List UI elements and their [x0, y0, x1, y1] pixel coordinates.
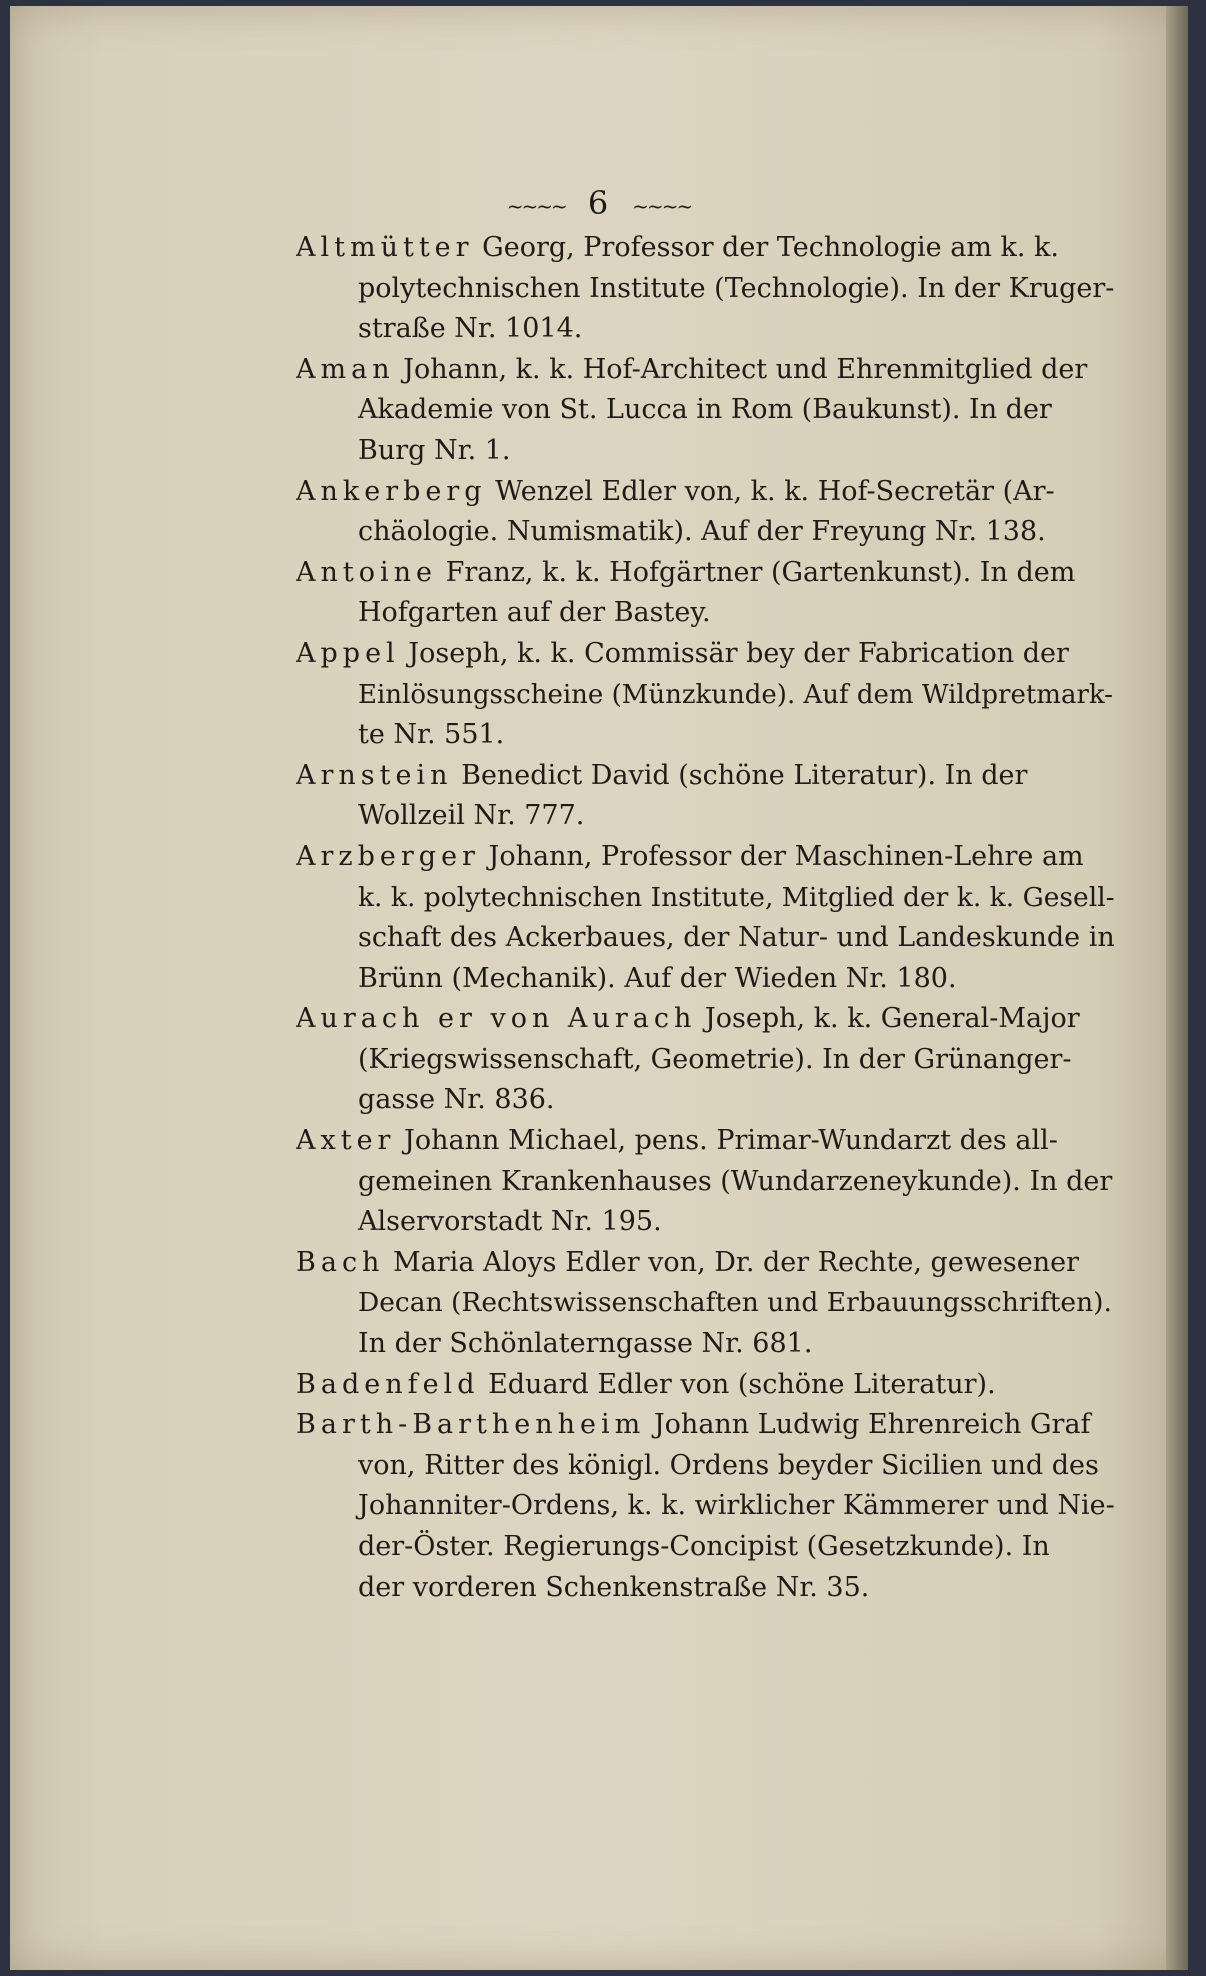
directory-entry	[296, 1405, 1122, 1608]
entry-name: Axter	[296, 1125, 396, 1157]
entry-text: von, Ritter des königl. Ordens beyder Sicilien und des	[358, 1449, 1099, 1481]
entry-continuation-line	[296, 269, 1122, 310]
entry-continuation-line	[296, 715, 1122, 756]
entry-first-line	[296, 1243, 1122, 1284]
entry-text: Brünn (Mechanik). Auf der Wieden Nr. 180.	[358, 962, 957, 994]
entry-first-line	[296, 350, 1122, 391]
entry-continuation-line	[296, 1527, 1122, 1568]
entry-continuation-line	[296, 1486, 1122, 1527]
entry-continuation-line	[296, 1162, 1122, 1203]
directory-entry	[296, 472, 1122, 553]
entry-continuation-line	[296, 1568, 1122, 1609]
entry-first-line	[296, 999, 1122, 1040]
entry-text: Georg, Professor der Technologie am k. k.	[473, 232, 1059, 263]
entry-name: Barth-Barthenheim	[296, 1409, 646, 1441]
entry-first-line	[296, 634, 1122, 675]
directory-entry	[296, 1121, 1122, 1243]
entry-text: Johann, Professor der Maschinen-Lehre am	[479, 840, 1084, 872]
entry-continuation-line	[296, 796, 1122, 837]
entry-text: Johann Ludwig Ehrenreich Graf	[645, 1409, 1091, 1441]
book-page	[10, 6, 1188, 1970]
entry-name: Ankerberg	[296, 475, 487, 507]
entry-continuation-line	[296, 959, 1122, 1000]
entry-name: Aman	[296, 353, 395, 385]
entry-name: Arzberger	[296, 840, 480, 872]
page-number: 6	[587, 184, 611, 222]
entry-text: gasse Nr. 836.	[358, 1084, 555, 1116]
entry-text: te Nr. 551.	[358, 719, 505, 751]
entry-continuation-line	[296, 918, 1122, 959]
entry-text: Johanniter-Ordens, k. k. wirklicher Kämmerer und Nie-	[358, 1490, 1115, 1522]
entry-continuation-line	[296, 1446, 1122, 1487]
entry-text: straße Nr. 1014.	[358, 313, 583, 345]
directory-entry	[296, 999, 1122, 1121]
entry-text: Benedict David (schöne Literatur). In der	[452, 759, 1028, 791]
directory-entries	[296, 228, 1122, 1608]
entry-name: Badenfeld	[296, 1368, 480, 1400]
entry-name: Appel	[296, 637, 400, 669]
entry-continuation-line	[296, 1080, 1122, 1121]
directory-entry	[296, 756, 1122, 837]
entry-text: Burg Nr. 1.	[358, 434, 511, 466]
entry-continuation-line	[296, 1283, 1122, 1324]
entry-name: Arnstein	[296, 759, 453, 791]
directory-entry	[296, 837, 1122, 999]
entry-first-line	[296, 837, 1122, 878]
entry-text: Wollzeil Nr. 777.	[358, 800, 585, 832]
entry-first-line	[296, 1405, 1122, 1446]
page-edge-shadow	[1166, 6, 1188, 1970]
entry-text: Einlösungsscheine (Münzkunde). Auf dem Wildpretmark-	[358, 679, 1113, 710]
entry-continuation-line	[296, 1040, 1122, 1081]
entry-text: Decan (Rechtswissenschaften und Erbauungsschriften).	[358, 1287, 1112, 1319]
entry-first-line	[296, 228, 1122, 269]
entry-text: Eduard Edler von (schöne Literatur).	[479, 1368, 996, 1400]
entry-text: (Kriegswissenschaft, Geometrie). In der Grünanger-	[358, 1043, 1072, 1075]
entry-continuation-line	[296, 675, 1122, 716]
directory-entry	[296, 228, 1122, 350]
entry-text: Hofgarten auf der Bastey.	[358, 597, 711, 629]
page-header	[10, 184, 1188, 222]
entry-name: Bach	[296, 1246, 385, 1278]
entry-first-line	[296, 1365, 1122, 1406]
entry-continuation-line	[296, 431, 1122, 472]
entry-text: Akademie von St. Lucca in Rom (Baukunst). In der	[358, 394, 1052, 426]
entry-name: Altmütter	[296, 232, 474, 263]
entry-continuation-line	[296, 878, 1122, 919]
entry-text: polytechnischen Institute (Technologie). In der Kruger-	[358, 272, 1115, 304]
entry-continuation-line	[296, 593, 1122, 634]
entry-text: In der Schönlaterngasse Nr. 681.	[358, 1328, 813, 1360]
directory-entry	[296, 634, 1122, 756]
entry-continuation-line	[296, 1202, 1122, 1243]
entry-text: k. k. polytechnischen Institute, Mitglied der k. k. Gesell-	[358, 881, 1115, 913]
entry-text: Johann Michael, pens. Primar-Wundarzt des all-	[395, 1125, 1058, 1157]
entry-continuation-line	[296, 1324, 1122, 1365]
entry-continuation-line	[296, 390, 1122, 431]
directory-entry	[296, 553, 1122, 634]
entry-first-line	[296, 553, 1122, 594]
entry-text: schaft des Ackerbaues, der Natur- und Landeskunde in	[358, 922, 1115, 954]
entry-first-line	[296, 472, 1122, 513]
entry-name: Antoine	[296, 556, 437, 588]
entry-continuation-line	[296, 309, 1122, 350]
entry-text: Joseph, k. k. General-Major	[696, 1003, 1080, 1035]
entry-name: Aurach er von Aurach	[296, 1003, 697, 1035]
entry-text: chäologie. Numismatik). Auf der Freyung Nr. 138.	[358, 516, 1046, 548]
entry-text: Franz, k. k. Hofgärtner (Gartenkunst). In dem	[437, 556, 1076, 588]
ornament-right: ~~~~	[632, 193, 692, 218]
entry-first-line	[296, 1121, 1122, 1162]
entry-text: der vorderen Schenkenstraße Nr. 35.	[358, 1571, 870, 1603]
directory-entry	[296, 350, 1122, 472]
entry-first-line	[296, 756, 1122, 797]
entry-text: Wenzel Edler von, k. k. Hof-Secretär (Ar-	[486, 475, 1055, 507]
directory-entry	[296, 1365, 1122, 1406]
entry-text: der-Öster. Regierungs-Concipist (Gesetzkunde). In	[358, 1531, 1050, 1562]
ornament-left: ~~~~	[506, 193, 566, 218]
entry-text: Johann, k. k. Hof-Architect und Ehrenmitglied der	[394, 353, 1088, 385]
directory-entry	[296, 1243, 1122, 1365]
entry-text: Joseph, k. k. Commissär bey der Fabrication der	[399, 637, 1069, 669]
entry-continuation-line	[296, 512, 1122, 553]
entry-text: gemeinen Krankenhauses (Wundarzeneykunde). In der	[358, 1165, 1113, 1197]
entry-text: Maria Aloys Edler von, Dr. der Rechte, gewesener	[384, 1246, 1080, 1278]
entry-text: Alservorstadt Nr. 195.	[358, 1206, 662, 1238]
